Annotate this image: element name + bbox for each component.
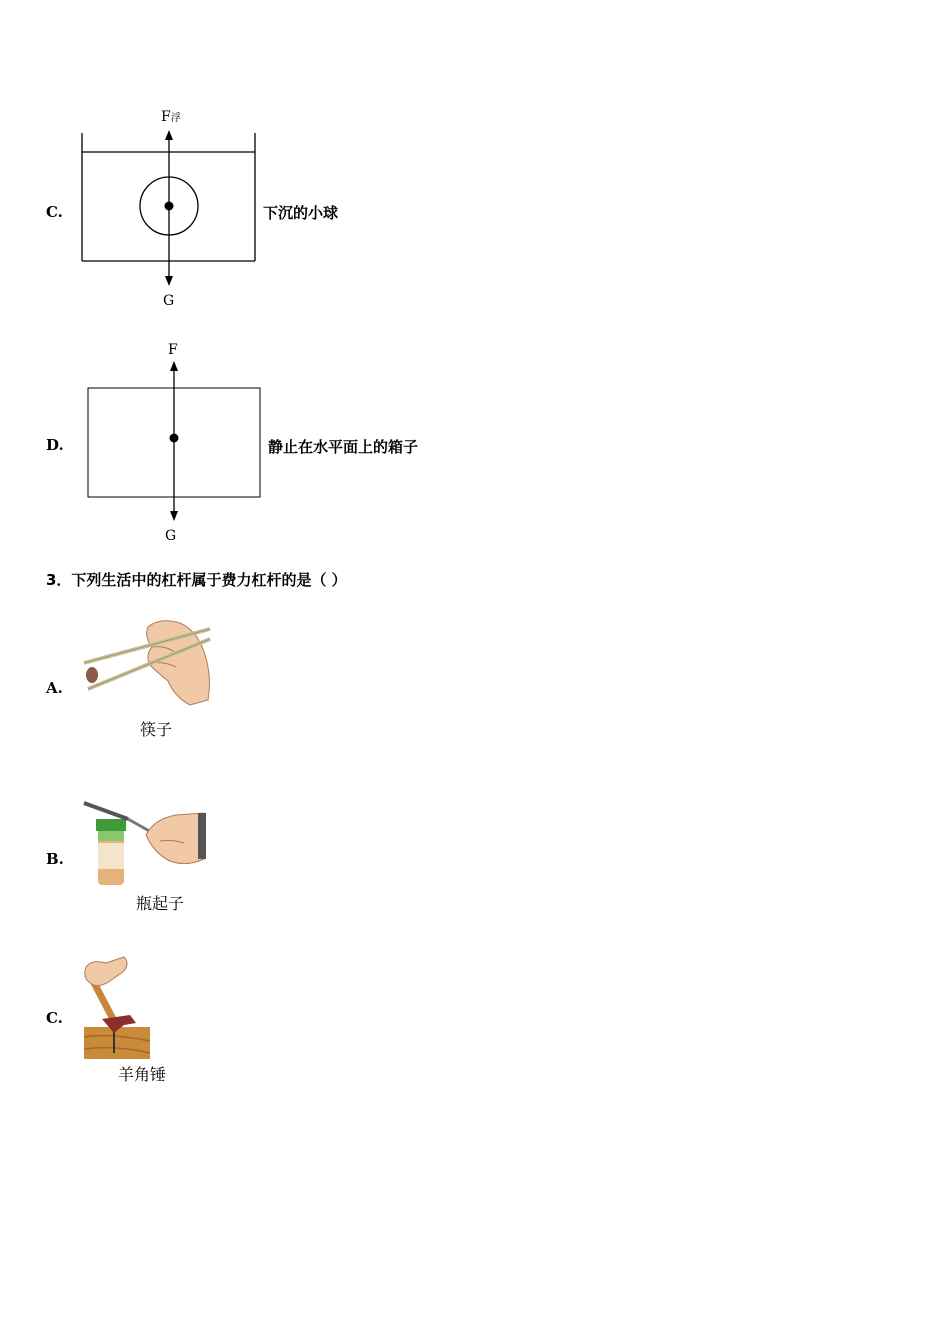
option-d-label[interactable]: D. (46, 436, 64, 454)
option-c-label[interactable]: C. (46, 203, 63, 221)
question-3-stem: 3．下列生活中的杠杆属于费力杠杆的是（ ） (46, 571, 347, 589)
q3-option-b-label[interactable]: B. (46, 850, 64, 868)
chopsticks-hand-icon (80, 615, 220, 710)
q3-option-b-caption: 瓶起子 (136, 894, 185, 913)
resting-box-diagram (80, 335, 270, 545)
option-c-caption: 下沉的小球 (263, 204, 339, 222)
q3-option-c-caption: 羊角锤 (118, 1065, 167, 1084)
gravity-label: G (163, 293, 175, 309)
option-d-caption: 静止在水平面上的箱子 (268, 438, 419, 456)
gravity-label: G (165, 528, 177, 544)
buoyant-force-label: F浮 (161, 109, 181, 125)
q3-option-c-label[interactable]: C. (46, 1009, 63, 1027)
q3-option-a-caption: 筷子 (140, 720, 173, 739)
sinking-ball-diagram (70, 100, 270, 315)
bottle-opener-icon (80, 795, 210, 887)
support-force-label: F (168, 342, 178, 358)
claw-hammer-icon (80, 955, 155, 1063)
q3-option-a-label[interactable]: A. (46, 679, 63, 697)
